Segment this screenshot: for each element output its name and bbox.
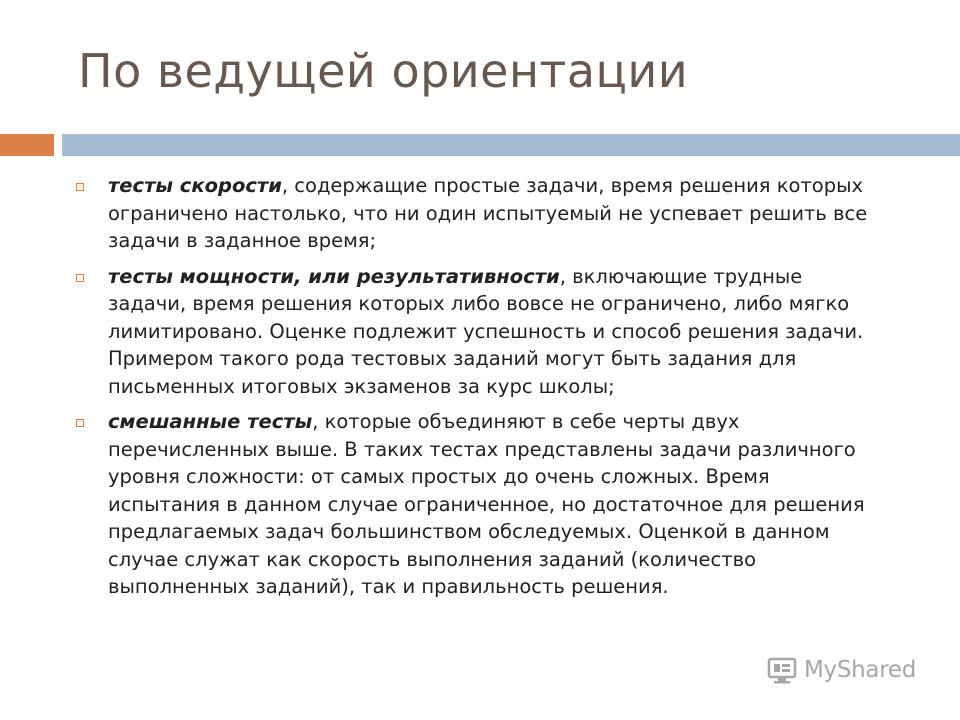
accent-bar-blue [62,134,960,156]
list-item-text [108,172,874,255]
square-bullet-icon [76,183,84,191]
watermark-text: MyShared [804,657,917,683]
myshared-watermark[interactable] [766,655,916,685]
list-item [74,408,874,601]
list-item-body: , содержащие простые задачи, время решения которых ограничено настолько, что ни один испытуемый не успевает решить все задачи в заданное время; [108,174,868,252]
list-item-term: тесты мощности, или результативности [108,264,560,288]
accent-bar-orange [0,134,54,156]
square-bullet-icon [76,274,84,282]
list-item-term: тесты скорости [108,174,282,197]
list-item [74,172,874,255]
list-item-text [108,263,874,401]
list-item-term: смешанные тесты [108,410,313,433]
list-item [74,263,874,401]
slide-title: По ведущей ориентации [78,44,689,98]
list-item-text [108,408,874,601]
square-bullet-icon [76,419,84,427]
bullet-list [74,172,874,609]
myshared-logo-icon [766,655,798,685]
list-item-body: , которые объединяют в себе черты двух перечисленных выше. В таких тестах представлены задачи различного уровня сложности: от самых простых до очень сложных. Время испытания в данном случае ограниченное, но достаточное для решения предлагаемых задач большинством обследуемых. Оценкой в данном случае служат как скорость выполнения заданий (количество выполненных заданий), так и правильность решения. [108,410,865,598]
list-item-body: , включающие трудные задачи, время решения которых либо вовсе не ограничено, либо мягко лимитировано. Оценке подлежит успешность и способ решения задачи. Примером такого рода тестовых заданий могут быть задания для письменных итоговых экзаменов за курс школы; [108,264,864,398]
